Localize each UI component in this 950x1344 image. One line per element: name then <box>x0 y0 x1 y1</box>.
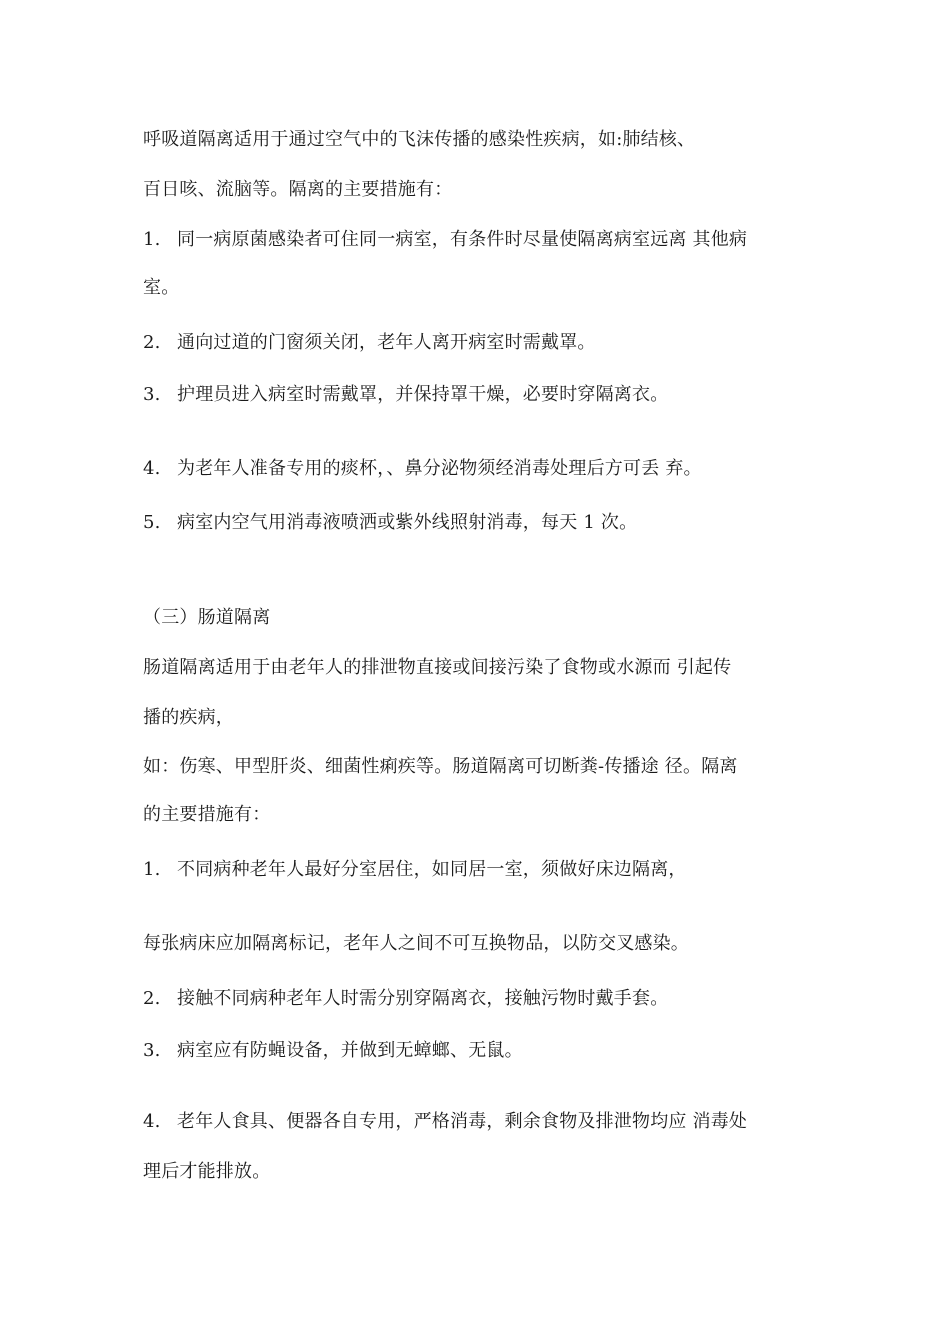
intestinal-item-4 <box>143 1110 747 1134</box>
item-text: 病室应有防蝇设备，并做到无蟑螂、无鼠。 <box>177 1040 523 1061</box>
respiratory-item-5 <box>143 511 637 535</box>
intestinal-intro-line-3: 如：伤寒、甲型肝炎、细菌性痢疾等。肠道隔离可切断粪-传播途 径。隔离 <box>143 756 738 777</box>
intestinal-intro-line-4: 的主要措施有： <box>143 804 271 825</box>
respiratory-item-1 <box>143 228 747 252</box>
item-text: 同一病原菌感染者可住同一病室，有条件时尽量使隔离病室远离 其他病 <box>177 229 748 250</box>
respiratory-item-3 <box>143 383 668 407</box>
item-number: 5. <box>143 512 161 533</box>
item-number: 1. <box>143 859 161 880</box>
item-number: 3. <box>143 1040 161 1061</box>
intestinal-intro-line-1: 肠道隔离适用于由老年人的排泄物直接或间接污染了食物或水源而 引起传 <box>143 657 732 678</box>
respiratory-intro-line-1: 呼吸道隔离适用于通过空气中的飞沫传播的感染性疾病，如:肺结核、 <box>143 129 696 150</box>
intestinal-item-4-continuation: 理后才能排放。 <box>143 1161 271 1182</box>
item-text: 护理员进入病室时需戴罩，并保持罩干燥，必要时穿隔离衣。 <box>177 384 669 405</box>
intestinal-item-2 <box>143 987 668 1011</box>
item-text: 通向过道的门窗须关闭，老年人离开病室时需戴罩。 <box>177 332 596 353</box>
item-number: 2. <box>143 332 161 353</box>
item-number: 4. <box>143 1111 161 1132</box>
item-number: 2. <box>143 988 161 1009</box>
item-text: 老年人食具、便器各自专用，严格消毒，剩余食物及排泄物均应 消毒处 <box>177 1111 748 1132</box>
item-number: 3. <box>143 384 161 405</box>
intestinal-item-1 <box>143 858 687 882</box>
intestinal-item-3 <box>143 1039 523 1063</box>
respiratory-item-2 <box>143 331 596 355</box>
item-number: 1. <box>143 229 161 250</box>
item-text: 为老年人准备专用的痰杯，、鼻分泌物须经消毒处理后方可丢 弃。 <box>177 458 702 479</box>
section-heading-intestinal: （三）肠道隔离 <box>143 607 271 628</box>
item-number: 4. <box>143 458 161 479</box>
item-text: 病室内空气用消毒液喷洒或紫外线照射消毒，每天 1 次。 <box>177 512 638 533</box>
intestinal-intro-line-2: 播的疾病， <box>143 707 234 728</box>
respiratory-intro-line-2: 百日咳、流脑等。隔离的主要措施有： <box>143 179 453 200</box>
respiratory-item-4 <box>143 457 702 481</box>
item-text: 不同病种老年人最好分室居住，如同居一室，须做好床边隔离， <box>177 859 687 880</box>
item-text: 接触不同病种老年人时需分别穿隔离衣，接触污物时戴手套。 <box>177 988 669 1009</box>
respiratory-item-1-continuation: 室。 <box>143 277 180 298</box>
intestinal-item-1-continuation: 每张病床应加隔离标记，老年人之间不可互换物品，以防交叉感染。 <box>143 933 689 954</box>
